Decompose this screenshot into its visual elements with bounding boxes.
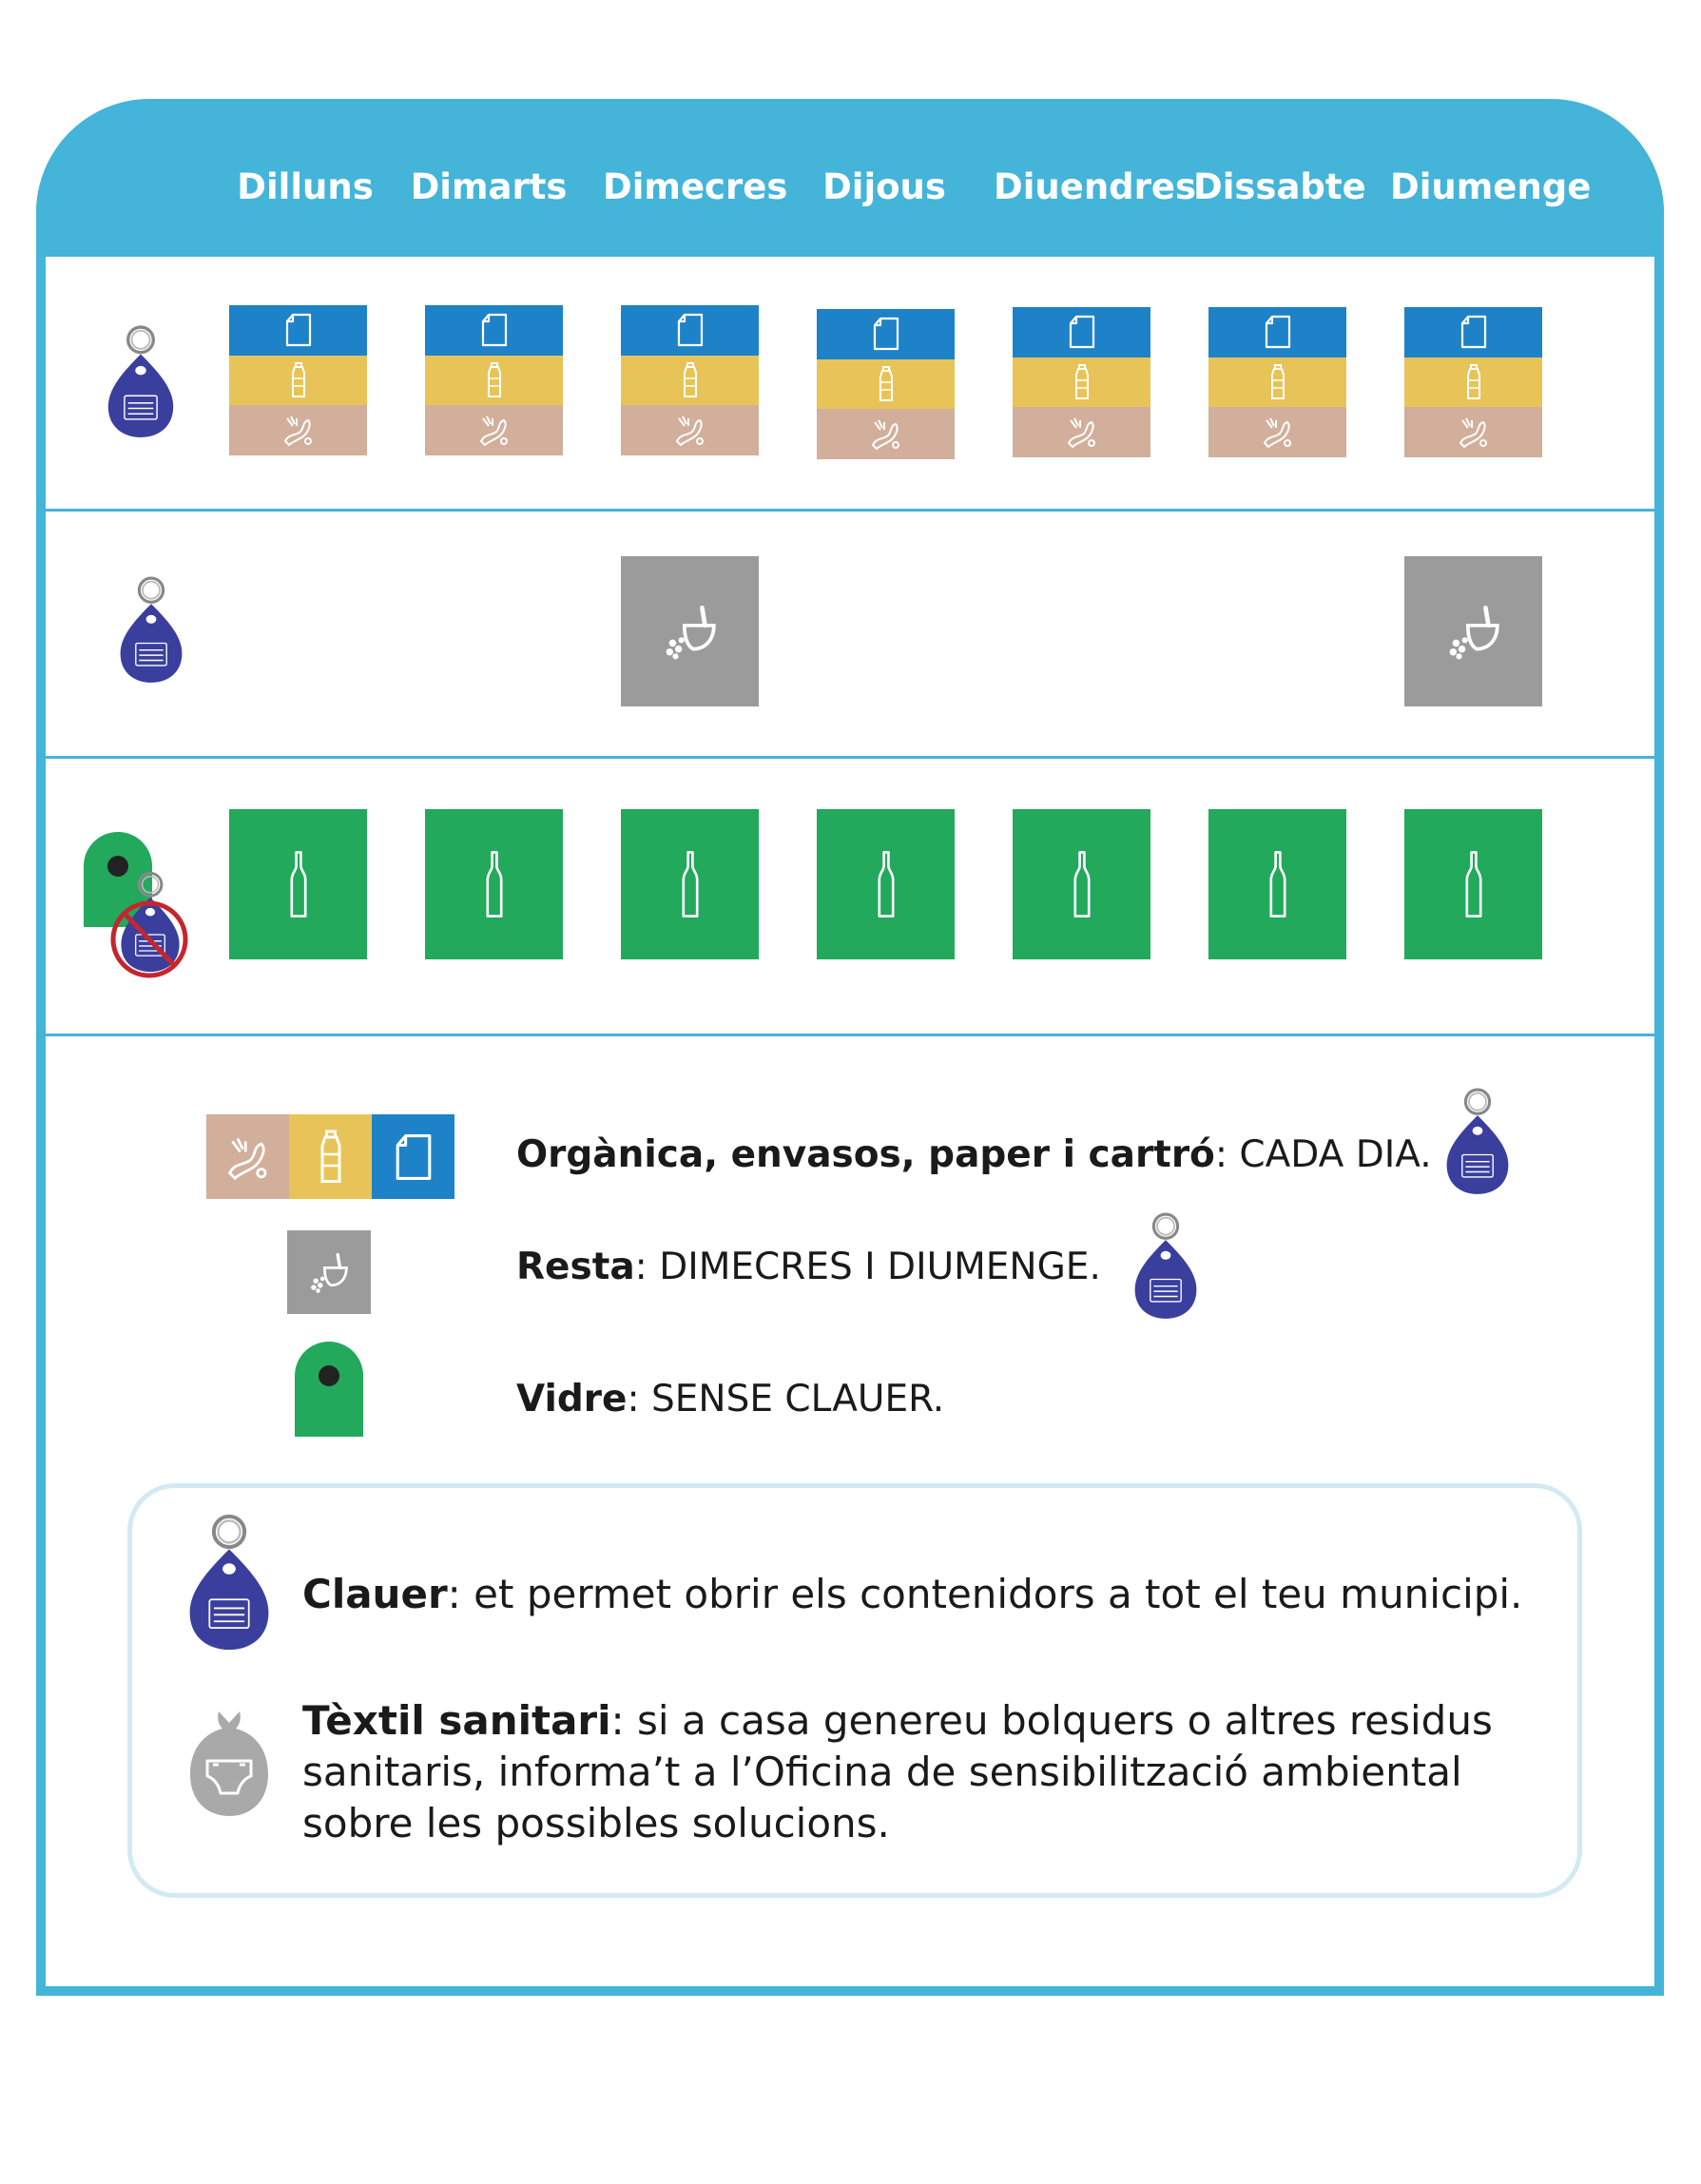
wine-bottle-icon [1070,850,1094,918]
vidre-cell-dimarts [425,809,563,959]
mixed-cell-dimarts [425,305,563,455]
wine-bottle-icon [286,850,311,918]
vidre-cell-dimecres [621,809,759,959]
diaper-icon [186,1706,272,1820]
dustpan-icon [307,1250,351,1294]
paper-icon [1459,315,1488,349]
key-fob-icon [185,1512,273,1654]
wine-bottle-icon [874,850,899,918]
organic-icon [280,413,318,447]
mixed-cell-dimecres [621,305,759,455]
wine-bottle-icon [1461,850,1486,918]
row-divider [46,509,1654,512]
resta-cell-diumenge [1404,556,1542,706]
day-dissabte: Dissabte [1193,166,1366,207]
vidre-cell-dijous [817,809,955,959]
wine-bottle-icon [678,850,703,918]
wine-bottle-icon [1266,850,1290,918]
legend-mixed-text: Orgànica, envasos, paper i cartró: CADA DIA. [516,1133,1432,1176]
legend-mixed-swatch [206,1114,454,1199]
paper-icon [480,313,509,347]
dustpan-icon [1444,602,1503,661]
key-fob-icon [105,323,177,441]
organic-icon [475,413,513,447]
bottle-icon [1268,363,1287,401]
paper-icon [872,317,900,351]
key-fob-icon [1443,1086,1512,1198]
paper-icon [676,313,705,347]
no-key-icon [110,870,192,980]
legend-vidre-text: Vidre: SENSE CLAUER. [516,1378,945,1421]
day-diuendres: Diuendres [994,166,1197,207]
vidre-cell-diuendres [1013,809,1150,959]
key-fob-icon [1131,1210,1200,1323]
vidre-cell-dissabte [1208,809,1346,959]
paper-icon [394,1132,434,1182]
glass-container-icon [295,1342,363,1437]
resta-cell-dimecres [621,556,759,706]
mixed-cell-diumenge [1404,307,1542,457]
info-clauer-text: Clauer: et permet obrir els contenidors a tot el teu municipi. [302,1571,1523,1617]
organic-icon [867,416,905,451]
paper-icon [1264,315,1292,349]
bottle-icon [681,361,700,399]
legend-resta-swatch [287,1230,371,1314]
paper-icon [1068,315,1096,349]
mixed-cell-diuendres [1013,307,1150,457]
row-divider [46,756,1654,759]
organic-icon [1063,415,1101,449]
day-diumenge: Diumenge [1390,166,1592,207]
day-dijous: Dijous [822,166,946,207]
bottle-icon [877,365,896,403]
organic-icon [222,1133,275,1181]
vidre-cell-diumenge [1404,809,1542,959]
vidre-cell-dilluns [229,809,367,959]
mixed-cell-dilluns [229,305,367,455]
bottle-icon [1464,363,1483,401]
organic-icon [1259,415,1297,449]
day-dimecres: Dimecres [603,166,788,207]
day-dilluns: Dilluns [237,166,374,207]
paper-icon [284,313,313,347]
row-divider [46,1034,1654,1036]
mixed-cell-dissabte [1208,307,1346,457]
organic-icon [671,413,709,447]
organic-icon [1455,415,1493,449]
legend-resta-text: Resta: DIMECRES I DIUMENGE. [516,1246,1101,1288]
bottle-icon [317,1129,345,1186]
mixed-cell-dijous [817,309,955,459]
wine-bottle-icon [482,850,507,918]
key-fob-icon [117,574,185,686]
info-textil-text: Tèxtil sanitari: si a casa genereu bolquers o altres residus sanitaris, informa’t a l’Oficina de sensibilització ambiental sobre les possibles solucions. [302,1697,1493,1846]
bottle-icon [485,361,504,399]
day-dimarts: Dimarts [410,166,568,207]
bottle-icon [289,361,308,399]
bottle-icon [1073,363,1092,401]
dustpan-icon [661,602,720,661]
